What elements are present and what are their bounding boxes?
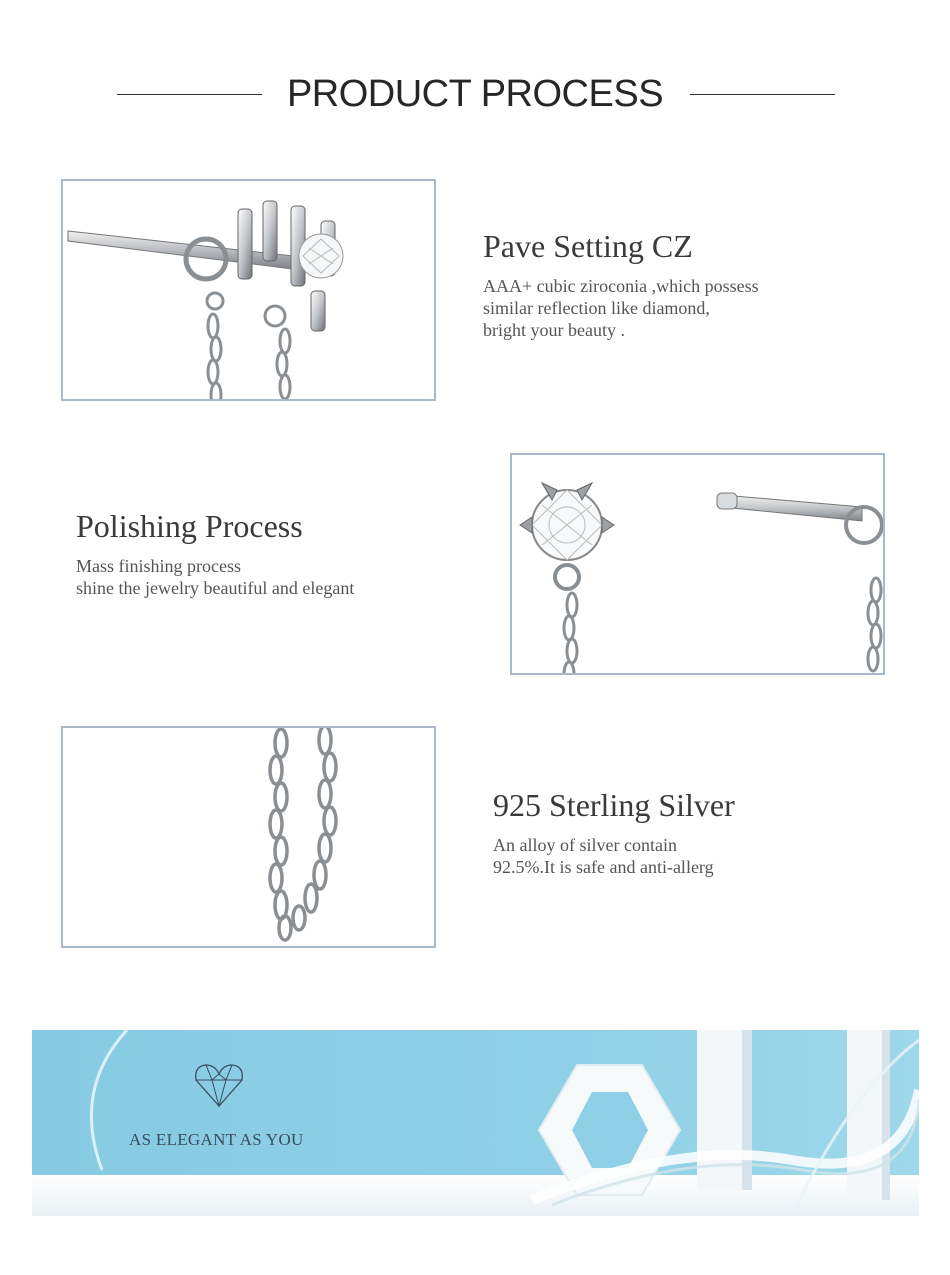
- feature-title: Pave Setting CZ: [483, 228, 693, 264]
- banner-tagline: AS ELEGANT AS YOU: [129, 1130, 304, 1149]
- feature-line: shine the jewelry beautiful and elegant: [76, 578, 355, 598]
- feature-title: 925 Sterling Silver: [493, 787, 735, 823]
- feature-line: 92.5%.It is safe and anti-allerg: [493, 857, 714, 877]
- feature-line: AAA+ cubic ziroconia ,which possess: [483, 276, 759, 296]
- feature-polishing: [76, 508, 354, 599]
- brand-banner: [32, 1030, 919, 1216]
- feature-pave-setting: [483, 228, 759, 341]
- feature-description: [493, 834, 735, 878]
- feature-line: Mass finishing process: [76, 556, 241, 576]
- heart-diamond-icon: [192, 1060, 247, 1110]
- feature-description: [483, 275, 759, 341]
- feature-sterling-silver: [493, 787, 735, 878]
- pave-setting-photo: [61, 179, 436, 401]
- section-header: [0, 70, 950, 120]
- feature-line: bright your beauty .: [483, 320, 625, 340]
- feature-line: similar reflection like diamond,: [483, 298, 710, 318]
- feature-line: An alloy of silver contain: [493, 835, 677, 855]
- feature-description: [76, 555, 354, 599]
- banner-background: [32, 1030, 919, 1216]
- polishing-photo: [510, 453, 885, 675]
- feature-title: Polishing Process: [76, 508, 303, 544]
- sterling-silver-photo: [61, 726, 436, 948]
- header-rule-right: [690, 94, 835, 95]
- page-title: PRODUCT PROCESS: [286, 73, 664, 115]
